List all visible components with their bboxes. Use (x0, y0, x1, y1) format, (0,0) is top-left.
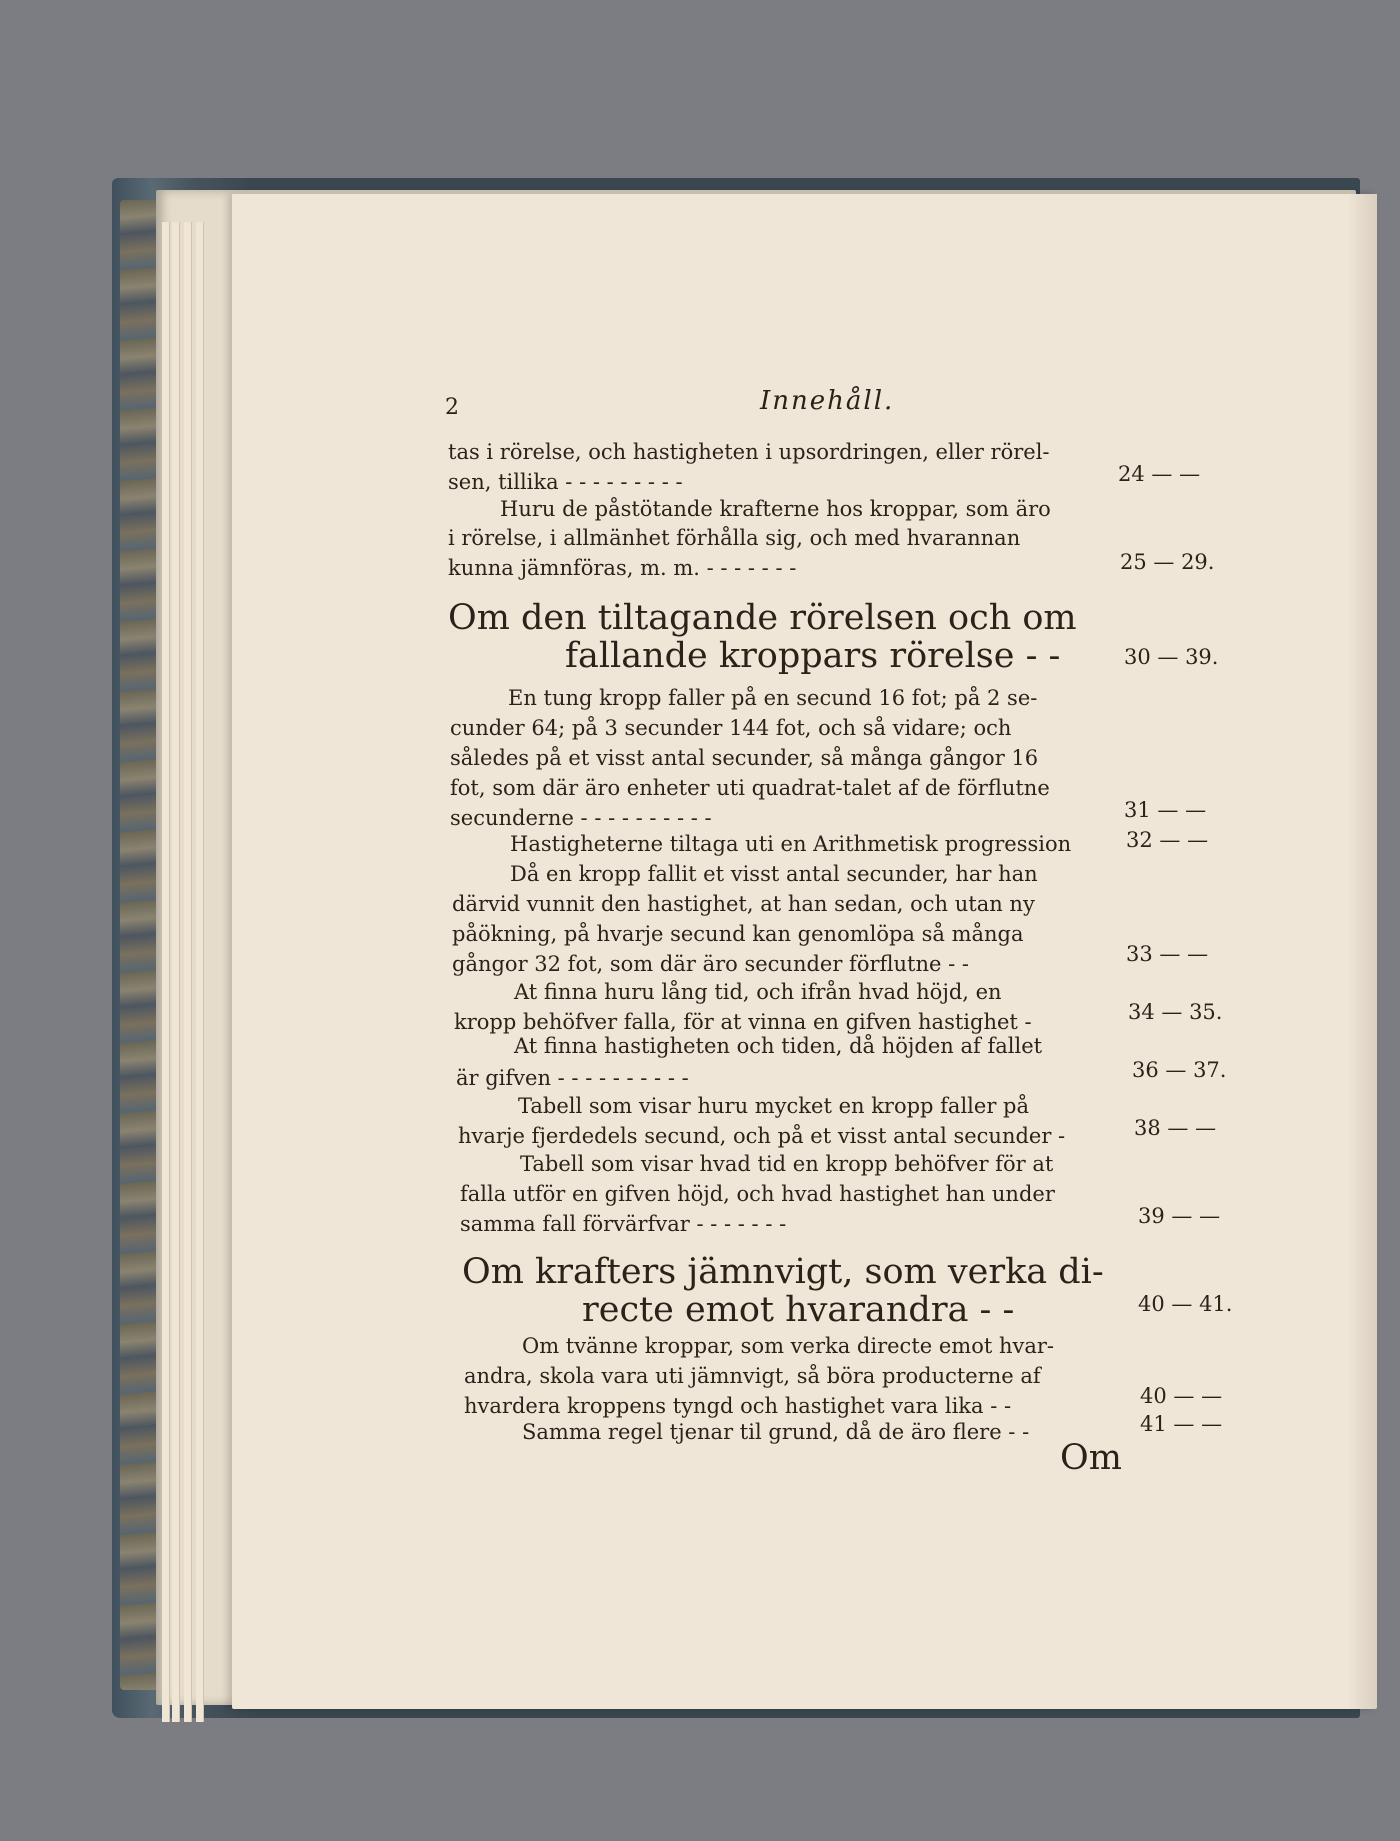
page-ref: 33 — — (1126, 942, 1209, 966)
page-ref: 30 — 39. (1124, 645, 1219, 669)
page-ref: 40 — 41. (1138, 1292, 1233, 1316)
entry-line: secunderne - - - - - - - - - - (450, 806, 712, 830)
entry-line: kropp behöfver falla, för at vinna en gifven hastighet - (454, 1010, 1032, 1034)
page-ref: 41 — — (1140, 1412, 1223, 1436)
section-heading: Om krafters jämnvigt, som verka di- (462, 1252, 1104, 1292)
entry-line: Då en kropp fallit et visst antal secunder, har han (510, 862, 1038, 886)
entry-line: hvarje fjerdedels secund, och på et visst antal secunder - (458, 1124, 1066, 1148)
section-heading: fallande kroppars rörelse - - (565, 636, 1061, 676)
page-ref: 36 — 37. (1132, 1058, 1227, 1082)
running-head: Innehåll. (760, 386, 895, 416)
entry-line: Tabell som visar hvad tid en kropp behöfver för at (520, 1152, 1054, 1176)
entry-line: fot, som där äro enheter uti quadrat-talet af de förflutne (450, 776, 1050, 800)
page-ref: 24 — — (1118, 462, 1201, 486)
entry-line: falla utför en gifven höjd, och hvad hastighet han under (460, 1182, 1055, 1206)
page-ref: 40 — — (1140, 1384, 1223, 1408)
entry-line: således på et visst antal secunder, så många gångor 16 (450, 746, 1039, 770)
entry-line: At finna hastigheten och tiden, då höjden af fallet (514, 1034, 1043, 1058)
entry-line: En tung kropp faller på en secund 16 fot; på 2 se- (508, 686, 1038, 710)
entry-line: Samma regel tjenar til grund, då de äro flere - - (522, 1420, 1030, 1444)
page-ref: 38 — — (1134, 1116, 1217, 1140)
entry-line: är gifven - - - - - - - - - - (456, 1066, 689, 1090)
entry-line: i rörelse, i allmänhet förhålla sig, och med hvarannan (448, 526, 1021, 550)
entry-line: samma fall förvärfvar - - - - - - - (460, 1212, 787, 1236)
page-number: 2 (445, 395, 459, 420)
page-ref: 34 — 35. (1128, 1000, 1223, 1024)
entry-line: sen, tillika - - - - - - - - - (448, 470, 683, 494)
page-ref: 31 — — (1124, 798, 1207, 822)
entry-line: Huru de påstötande krafterne hos kroppar, som äro (500, 497, 1051, 521)
entry-line: At finna huru lång tid, och ifrån hvad höjd, en (514, 980, 1002, 1004)
book-spine-marbled (120, 200, 160, 1690)
entry-line: Tabell som visar huru mycket en kropp faller på (518, 1094, 1029, 1118)
entry-line: tas i rörelse, och hastigheten i upsordringen, eller rörel- (448, 440, 1050, 464)
section-heading: recte emot hvarandra - - (582, 1290, 1015, 1330)
catchword: Om (1060, 1438, 1122, 1478)
entry-line: andra, skola vara uti jämnvigt, så böra producterne af (464, 1364, 1041, 1388)
section-heading: Om den tiltagande rörelsen och om (448, 598, 1077, 638)
entry-line: Hastigheterne tiltaga uti en Arithmetisk progression (510, 832, 1072, 856)
entry-line: hvardera kroppens tyngd och hastighet vara lika - - (464, 1394, 1012, 1418)
page-ref: 25 — 29. (1120, 550, 1215, 574)
entry-line: gångor 32 fot, som där äro secunder förflutne - - (452, 952, 969, 976)
entry-line: påökning, på hvarje secund kan genomlöpa så många (452, 922, 1024, 946)
entry-line: cunder 64; på 3 secunder 144 fot, och så vidare; och (450, 716, 1012, 740)
page-ref: 39 — — (1138, 1204, 1221, 1228)
entry-line: kunna jämnföras, m. m. - - - - - - - (448, 556, 797, 580)
entry-line: därvid vunnit den hastighet, at han sedan, och utan ny (452, 892, 1035, 916)
entry-line: Om tvänne kroppar, som verka directe emot hvar- (522, 1334, 1055, 1358)
page-ref: 32 — — (1126, 828, 1209, 852)
